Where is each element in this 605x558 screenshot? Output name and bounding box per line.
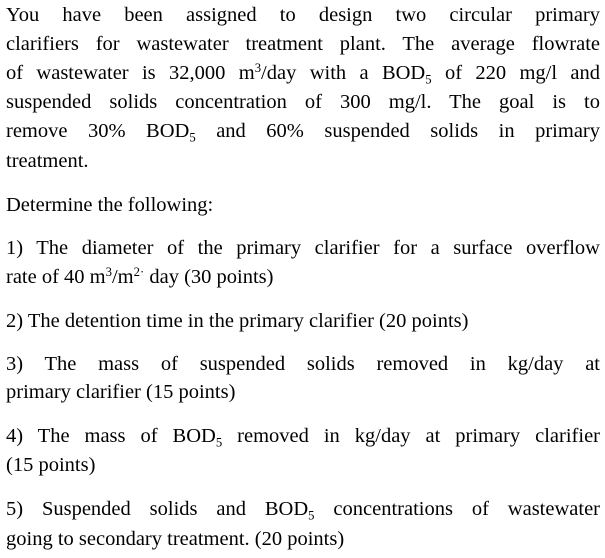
question-5-line-1 <box>6 497 600 521</box>
question-3-line-1 <box>6 352 600 376</box>
question-1-line-1 <box>6 236 600 260</box>
question-text: 4) The mass of BOD <box>6 425 216 447</box>
intro-text: and 60% suspended solids in primary <box>195 120 600 142</box>
question-3-line-2 <box>6 380 600 404</box>
question-text: primary clarifier (15 points) <box>6 381 236 403</box>
intro-text: of wastewater is 32,000 m <box>6 62 255 84</box>
prompt-line <box>6 193 600 217</box>
question-text: rate of 40 m <box>6 266 106 288</box>
question-text: day (30 points) <box>144 266 274 288</box>
question-4-line-2 <box>6 453 600 477</box>
question-1-line-2 <box>6 265 600 289</box>
intro-text: suspended solids concentration of 300 mg/l. The goal is to <box>6 91 600 113</box>
question-4-line-1 <box>6 424 600 448</box>
intro-line-3 <box>6 61 600 85</box>
intro-line-6 <box>6 149 600 173</box>
question-5-line-2 <box>6 527 600 551</box>
intro-text: You have been assigned to design two circular primary <box>6 4 600 26</box>
intro-text: remove 30% BOD <box>6 120 190 142</box>
intro-text: clarifiers for wastewater treatment plant. The average flowrate <box>6 33 600 55</box>
prompt-text: Determine the following: <box>6 194 214 216</box>
subscript: 5 <box>308 508 315 523</box>
subscript: 5 <box>425 72 432 87</box>
intro-line-4 <box>6 90 600 114</box>
intro-line-1 <box>6 3 600 27</box>
question-text: concentrations of wastewater <box>314 498 600 520</box>
intro-line-5 <box>6 119 600 143</box>
question-text: 2) The detention time in the primary clarifier (20 points) <box>6 310 469 332</box>
question-2-line-1 <box>6 309 600 333</box>
intro-line-2 <box>6 32 600 56</box>
question-text: 1) The diameter of the primary clarifier for a surface overflow <box>6 237 600 259</box>
superscript: 3 <box>254 61 262 76</box>
superscript: 2· <box>133 265 145 280</box>
question-text: 5) Suspended solids and BOD <box>6 498 309 520</box>
question-text: removed in kg/day at primary clarifier <box>222 425 600 447</box>
intro-text: /day with a BOD <box>261 62 426 84</box>
question-text: (15 points) <box>6 454 96 476</box>
question-text: /m <box>111 266 134 288</box>
question-text: 3) The mass of suspended solids removed in kg/day at <box>6 353 600 375</box>
subscript: 5 <box>215 435 223 450</box>
subscript: 5 <box>189 130 196 145</box>
intro-text: of 220 mg/l and <box>431 62 601 84</box>
superscript: 3 <box>105 265 112 280</box>
intro-text: treatment. <box>6 150 89 172</box>
question-text: going to secondary treatment. (20 points) <box>6 528 345 550</box>
